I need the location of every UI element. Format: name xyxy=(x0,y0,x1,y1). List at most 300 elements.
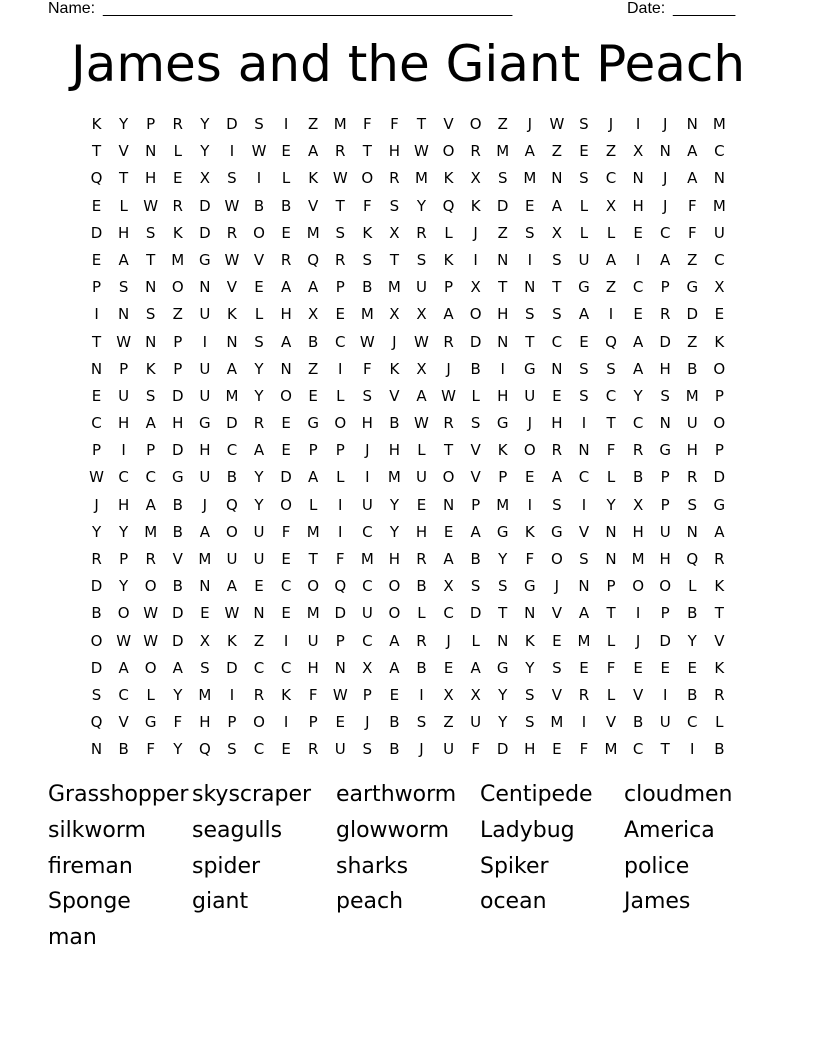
grid-letter: N xyxy=(551,359,563,378)
grid-letter: Z xyxy=(497,223,508,242)
grid-letter: X xyxy=(714,278,725,297)
grid-letter: N xyxy=(551,169,563,188)
grid-letter: Y xyxy=(119,577,129,596)
grid-letter: S xyxy=(389,196,400,215)
grid-letter: L xyxy=(688,577,697,596)
grid-letter: C xyxy=(551,332,563,351)
grid-letter: L xyxy=(308,495,318,514)
grid-row xyxy=(83,628,733,655)
header-line xyxy=(48,0,748,20)
grid-row xyxy=(83,301,733,328)
grid-letter: K xyxy=(524,631,535,650)
grid-letter: A xyxy=(605,250,617,269)
grid-letter: O xyxy=(361,169,374,188)
grid-letter: M xyxy=(333,115,347,133)
grid-letter: X xyxy=(308,305,319,324)
grid-letter: T xyxy=(525,332,535,351)
grid-letter: E xyxy=(200,604,210,623)
grid-letter: G xyxy=(496,414,509,433)
grid-letter: M xyxy=(306,604,320,623)
grid-letter: P xyxy=(335,278,345,297)
grid-letter: H xyxy=(388,441,401,460)
grid-letter: P xyxy=(660,468,670,487)
grid-letter: X xyxy=(470,169,481,188)
grid-letter: F xyxy=(281,522,291,541)
grid-letter: E xyxy=(335,713,345,732)
grid-letter: Y xyxy=(173,685,183,704)
grid-letter: S xyxy=(362,386,373,405)
grid-letter: H xyxy=(686,441,698,460)
grid-letter: A xyxy=(308,468,319,487)
grid-letter: S xyxy=(579,169,589,188)
grid-letter: S xyxy=(416,713,427,732)
grid-letter: L xyxy=(444,223,453,242)
grid-letter: C xyxy=(687,713,698,732)
grid-letter: K xyxy=(714,577,725,596)
grid-letter: A xyxy=(632,359,644,378)
grid-letter: G xyxy=(523,359,536,378)
grid-letter: V xyxy=(118,142,129,161)
grid-letter: F xyxy=(390,115,399,133)
grid-letter: W xyxy=(143,196,159,215)
grid-letter: S xyxy=(552,658,562,677)
grid-letter: O xyxy=(90,631,103,650)
grid-letter: G xyxy=(199,250,211,269)
grid-letter: X xyxy=(443,685,454,704)
grid-letter: A xyxy=(470,658,481,677)
grid-letter: K xyxy=(470,196,481,215)
grid-letter: A xyxy=(118,658,129,677)
grid-letter: S xyxy=(118,278,129,297)
grid-letter: E xyxy=(579,142,589,161)
grid-letter: S xyxy=(145,386,156,405)
grid-letter: Y xyxy=(200,115,210,133)
grid-letter: P xyxy=(362,685,372,704)
grid-letter: I xyxy=(121,441,126,460)
grid-letter: K xyxy=(227,631,237,650)
grid-row xyxy=(83,247,733,274)
grid-letter: K xyxy=(145,359,156,378)
grid-letter: N xyxy=(659,142,671,161)
grid-letter: Y xyxy=(606,495,616,514)
grid-letter: O xyxy=(388,577,401,596)
grid-letter: D xyxy=(226,414,238,433)
grid-letter: Q xyxy=(334,577,347,596)
grid-letter: G xyxy=(713,495,726,514)
grid-row xyxy=(83,519,733,546)
grid-letter: D xyxy=(199,196,211,215)
grid-letter: D xyxy=(280,468,292,487)
grid-row xyxy=(83,437,733,464)
grid-letter: D xyxy=(90,577,103,596)
grid-letter: H xyxy=(280,305,292,324)
grid-letter: E xyxy=(281,604,291,623)
grid-letter: N xyxy=(90,740,103,759)
grid-letter: V xyxy=(605,713,617,732)
grid-letter: A xyxy=(578,604,590,623)
date-label: Date: xyxy=(627,0,666,17)
grid-letter: D xyxy=(659,332,671,351)
grid-letter: K xyxy=(389,359,400,378)
grid-letter: Q xyxy=(226,495,238,514)
grid-letter: X xyxy=(632,495,644,514)
grid-letter: S xyxy=(525,713,535,732)
grid-letter: D xyxy=(686,305,699,324)
grid-letter: R xyxy=(172,115,183,133)
grid-letter: H xyxy=(145,169,157,188)
grid-letter: I xyxy=(338,359,343,378)
grid-letter: A xyxy=(687,169,698,188)
grid-letter: P xyxy=(714,441,724,460)
grid-letter: E xyxy=(552,631,562,650)
grid-letter: B xyxy=(389,740,400,759)
grid-letter: P xyxy=(335,631,345,650)
grid-letter: I xyxy=(338,495,343,514)
grid-row xyxy=(83,329,733,356)
grid-letter: H xyxy=(307,658,319,677)
grid-letter: H xyxy=(497,305,509,324)
grid-letter: C xyxy=(362,577,373,596)
grid-letter: H xyxy=(632,196,644,215)
grid-letter: A xyxy=(714,522,725,541)
grid-letter: E xyxy=(389,685,400,704)
grid-letter: Z xyxy=(497,115,508,133)
grid-letter: U xyxy=(415,278,427,297)
grid-letter: M xyxy=(496,495,510,514)
grid-letter: V xyxy=(172,550,183,568)
grid-letter: R xyxy=(714,550,725,568)
grid-letter: V xyxy=(578,522,590,541)
grid-letter: Q xyxy=(442,196,455,215)
grid-row xyxy=(83,383,733,410)
grid-row xyxy=(83,410,733,437)
grid-letter: E xyxy=(633,305,643,324)
word-bank-item: Ladybug xyxy=(480,817,575,843)
grid-letter: E xyxy=(254,278,264,297)
grid-letter: Y xyxy=(416,196,427,215)
grid-letter: I xyxy=(635,115,641,133)
grid-letter: U xyxy=(415,468,427,487)
grid-letter: N xyxy=(686,115,698,133)
grid-letter: Q xyxy=(90,169,103,188)
grid-letter: A xyxy=(416,386,427,405)
grid-letter: S xyxy=(254,115,264,133)
grid-letter: K xyxy=(227,305,237,324)
grid-letter: Y xyxy=(200,142,210,161)
grid-letter: C xyxy=(714,250,725,269)
grid-letter: R xyxy=(632,441,644,460)
grid-row xyxy=(83,356,733,383)
grid-letter: R xyxy=(389,169,400,188)
grid-letter: J xyxy=(608,115,614,133)
grid-letter: V xyxy=(389,386,400,405)
grid-letter: Q xyxy=(198,740,211,759)
word-bank-item: skyscraper xyxy=(192,782,312,807)
grid-letter: S xyxy=(497,169,508,188)
grid-letter: S xyxy=(91,685,102,704)
grid-letter: W xyxy=(414,332,429,351)
grid-letter: E xyxy=(281,142,291,161)
grid-letter: C xyxy=(280,658,292,677)
grid-letter: S xyxy=(525,685,535,704)
grid-letter: S xyxy=(579,550,589,568)
grid-letter: T xyxy=(498,604,508,623)
grid-letter: P xyxy=(714,386,724,405)
grid-letter: O xyxy=(334,414,347,433)
grid-letter: B xyxy=(470,550,481,568)
grid-letter: U xyxy=(199,468,211,487)
grid-letter: X xyxy=(199,169,210,188)
grid-letter: C xyxy=(605,169,617,188)
grid-letter: L xyxy=(119,196,128,215)
grid-letter: N xyxy=(334,658,346,677)
grid-letter: Y xyxy=(254,386,264,405)
grid-letter: A xyxy=(389,631,400,650)
grid-letter: O xyxy=(442,142,455,161)
grid-letter: M xyxy=(225,386,239,405)
grid-letter: X xyxy=(416,359,427,378)
grid-letter: W xyxy=(143,604,159,623)
grid-letter: A xyxy=(118,250,129,269)
grid-letter: E xyxy=(91,196,102,215)
grid-letter: C xyxy=(659,223,671,242)
grid-letter: F xyxy=(579,740,589,759)
grid-letter: E xyxy=(254,577,264,596)
grid-letter: M xyxy=(577,631,591,650)
grid-letter: I xyxy=(419,685,424,704)
grid-letter: A xyxy=(226,577,238,596)
grid-letter: O xyxy=(632,577,644,596)
grid-letter: A xyxy=(524,142,535,161)
grid-letter: C xyxy=(714,142,725,161)
grid-letter: P xyxy=(335,441,345,460)
grid-letter: X xyxy=(416,305,427,324)
grid-letter: E xyxy=(633,223,643,242)
grid-letter: F xyxy=(363,115,372,133)
grid-letter: M xyxy=(360,550,374,568)
grid-letter: I xyxy=(365,468,370,487)
grid-letter: F xyxy=(471,740,480,759)
grid-letter: E xyxy=(552,740,562,759)
grid-letter: Q xyxy=(307,250,320,269)
grid-letter: S xyxy=(525,305,535,324)
grid-letter: U xyxy=(659,522,671,541)
grid-letter: R xyxy=(335,142,346,161)
grid-letter: P xyxy=(308,713,318,732)
grid-letter: F xyxy=(525,550,535,568)
grid-letter: X xyxy=(362,658,373,677)
word-bank-item: giant xyxy=(192,889,249,915)
grid-letter: U xyxy=(361,495,373,514)
grid-letter: J xyxy=(365,441,370,460)
grid-letter: T xyxy=(91,332,102,351)
grid-letter: P xyxy=(660,278,670,297)
grid-letter: E xyxy=(281,740,291,759)
grid-letter: U xyxy=(713,223,725,242)
grid-letter: V xyxy=(714,631,725,650)
grid-letter: I xyxy=(527,250,532,269)
grid-letter: A xyxy=(632,332,644,351)
grid-letter: H xyxy=(199,713,211,732)
grid-letter: H xyxy=(659,359,671,378)
grid-row xyxy=(83,111,733,138)
grid-row xyxy=(83,165,733,192)
grid-letter: I xyxy=(500,359,505,378)
grid-letter: O xyxy=(713,359,726,378)
word-bank-item: peach xyxy=(336,889,404,915)
grid-letter: L xyxy=(173,142,182,161)
grid-letter: M xyxy=(144,522,158,541)
grid-letter: B xyxy=(389,713,400,732)
grid-letter: W xyxy=(116,332,132,351)
grid-letter: K xyxy=(281,685,291,704)
grid-letter: N xyxy=(605,522,617,541)
grid-letter: V xyxy=(470,441,481,460)
grid-row xyxy=(83,464,733,491)
grid-letter: R xyxy=(416,631,427,650)
grid-letter: O xyxy=(659,577,672,596)
grid-letter: C xyxy=(335,332,346,351)
grid-letter: Y xyxy=(633,386,643,405)
grid-row xyxy=(83,573,733,600)
grid-letter: N xyxy=(145,142,157,161)
grid-letter: F xyxy=(173,713,183,732)
grid-letter: S xyxy=(660,386,670,405)
grid-letter: N xyxy=(442,495,455,514)
grid-row xyxy=(83,709,733,736)
grid-letter: N xyxy=(524,604,536,623)
grid-letter: T xyxy=(119,169,129,188)
grid-letter: K xyxy=(172,223,183,242)
grid-letter: F xyxy=(687,223,697,242)
grid-letter: N xyxy=(713,169,725,188)
grid-letter: P xyxy=(119,359,129,378)
grid-letter: P xyxy=(660,604,670,623)
grid-letter: I xyxy=(581,414,587,433)
grid-letter: M xyxy=(387,278,401,297)
grid-letter: D xyxy=(90,223,103,242)
grid-letter: C xyxy=(253,740,265,759)
grid-letter: F xyxy=(335,550,345,568)
grid-letter: D xyxy=(334,604,347,623)
grid-letter: N xyxy=(605,550,617,568)
grid-letter: Y xyxy=(498,685,508,704)
grid-letter: B xyxy=(226,468,238,487)
grid-letter: O xyxy=(144,577,157,596)
grid-letter: C xyxy=(253,658,265,677)
grid-letter: B xyxy=(253,196,265,215)
grid-letter: P xyxy=(92,278,102,297)
grid-letter: K xyxy=(524,522,535,541)
grid-letter: A xyxy=(660,250,671,269)
grid-letter: M xyxy=(523,169,537,188)
grid-letter: M xyxy=(306,223,320,242)
grid-letter: L xyxy=(715,713,724,732)
grid-letter: J xyxy=(446,359,451,378)
grid-letter: M xyxy=(306,522,320,541)
grid-letter: H xyxy=(117,495,130,514)
grid-letter: F xyxy=(606,658,616,677)
grid-letter: G xyxy=(578,278,590,297)
grid-letter: I xyxy=(256,169,262,188)
grid-letter: G xyxy=(523,577,536,596)
grid-letter: Z xyxy=(253,631,265,650)
grid-letter: J xyxy=(365,713,370,732)
grid-letter: C xyxy=(443,604,454,623)
grid-letter: D xyxy=(171,441,184,460)
grid-letter: J xyxy=(392,332,397,351)
grid-letter: F xyxy=(363,359,372,378)
grid-letter: Y xyxy=(119,115,129,133)
grid-letter: P xyxy=(471,495,481,514)
grid-letter: C xyxy=(91,414,102,433)
grid-letter: T xyxy=(606,414,616,433)
grid-letter: G xyxy=(496,522,509,541)
grid-letter: I xyxy=(283,115,289,133)
grid-letter: F xyxy=(606,441,616,460)
grid-letter: W xyxy=(332,685,348,704)
grid-letter: V xyxy=(443,115,454,133)
grid-letter: S xyxy=(497,577,508,596)
grid-letter: N xyxy=(253,604,265,623)
grid-letter: J xyxy=(94,495,99,514)
grid-letter: Z xyxy=(687,332,698,351)
grid-letter: C xyxy=(118,468,129,487)
grid-letter: Y xyxy=(91,522,102,541)
grid-letter: B xyxy=(416,658,427,677)
grid-letter: J xyxy=(554,577,560,596)
grid-letter: A xyxy=(308,142,319,161)
grid-letter: T xyxy=(335,196,345,215)
word-bank-item: earthworm xyxy=(336,782,457,807)
grid-row xyxy=(83,600,733,627)
grid-letter: A xyxy=(389,658,400,677)
grid-letter: V xyxy=(551,685,562,704)
grid-letter: J xyxy=(527,115,532,133)
grid-letter: C xyxy=(145,468,156,487)
grid-letter: H xyxy=(117,414,130,433)
grid-letter: O xyxy=(253,223,265,242)
grid-letter: Y xyxy=(525,658,535,677)
grid-letter: O xyxy=(117,604,130,623)
grid-letter: B xyxy=(362,278,373,297)
grid-letter: N xyxy=(578,441,590,460)
grid-letter: E xyxy=(525,468,535,487)
grid-letter: D xyxy=(226,658,238,677)
word-bank-item: spider xyxy=(192,853,261,879)
grid-letter: Y xyxy=(119,522,129,541)
grid-letter: E xyxy=(552,386,562,405)
grid-letter: L xyxy=(417,604,426,623)
grid-row xyxy=(83,655,733,682)
grid-letter: A xyxy=(145,495,156,514)
grid-letter: R xyxy=(253,414,265,433)
grid-letter: M xyxy=(171,250,185,269)
name-label: Name: xyxy=(48,0,96,17)
word-bank-item: James xyxy=(624,889,691,915)
letter-grid xyxy=(83,111,733,764)
grid-letter: S xyxy=(227,740,237,759)
grid-letter: H xyxy=(415,522,428,541)
grid-letter: F xyxy=(146,740,156,759)
grid-letter: H xyxy=(524,740,536,759)
grid-letter: D xyxy=(171,386,184,405)
grid-letter: S xyxy=(606,359,616,378)
grid-letter: C xyxy=(362,631,373,650)
grid-letter: I xyxy=(229,685,235,704)
grid-letter: Y xyxy=(254,359,264,378)
grid-letter: Z xyxy=(308,115,319,133)
